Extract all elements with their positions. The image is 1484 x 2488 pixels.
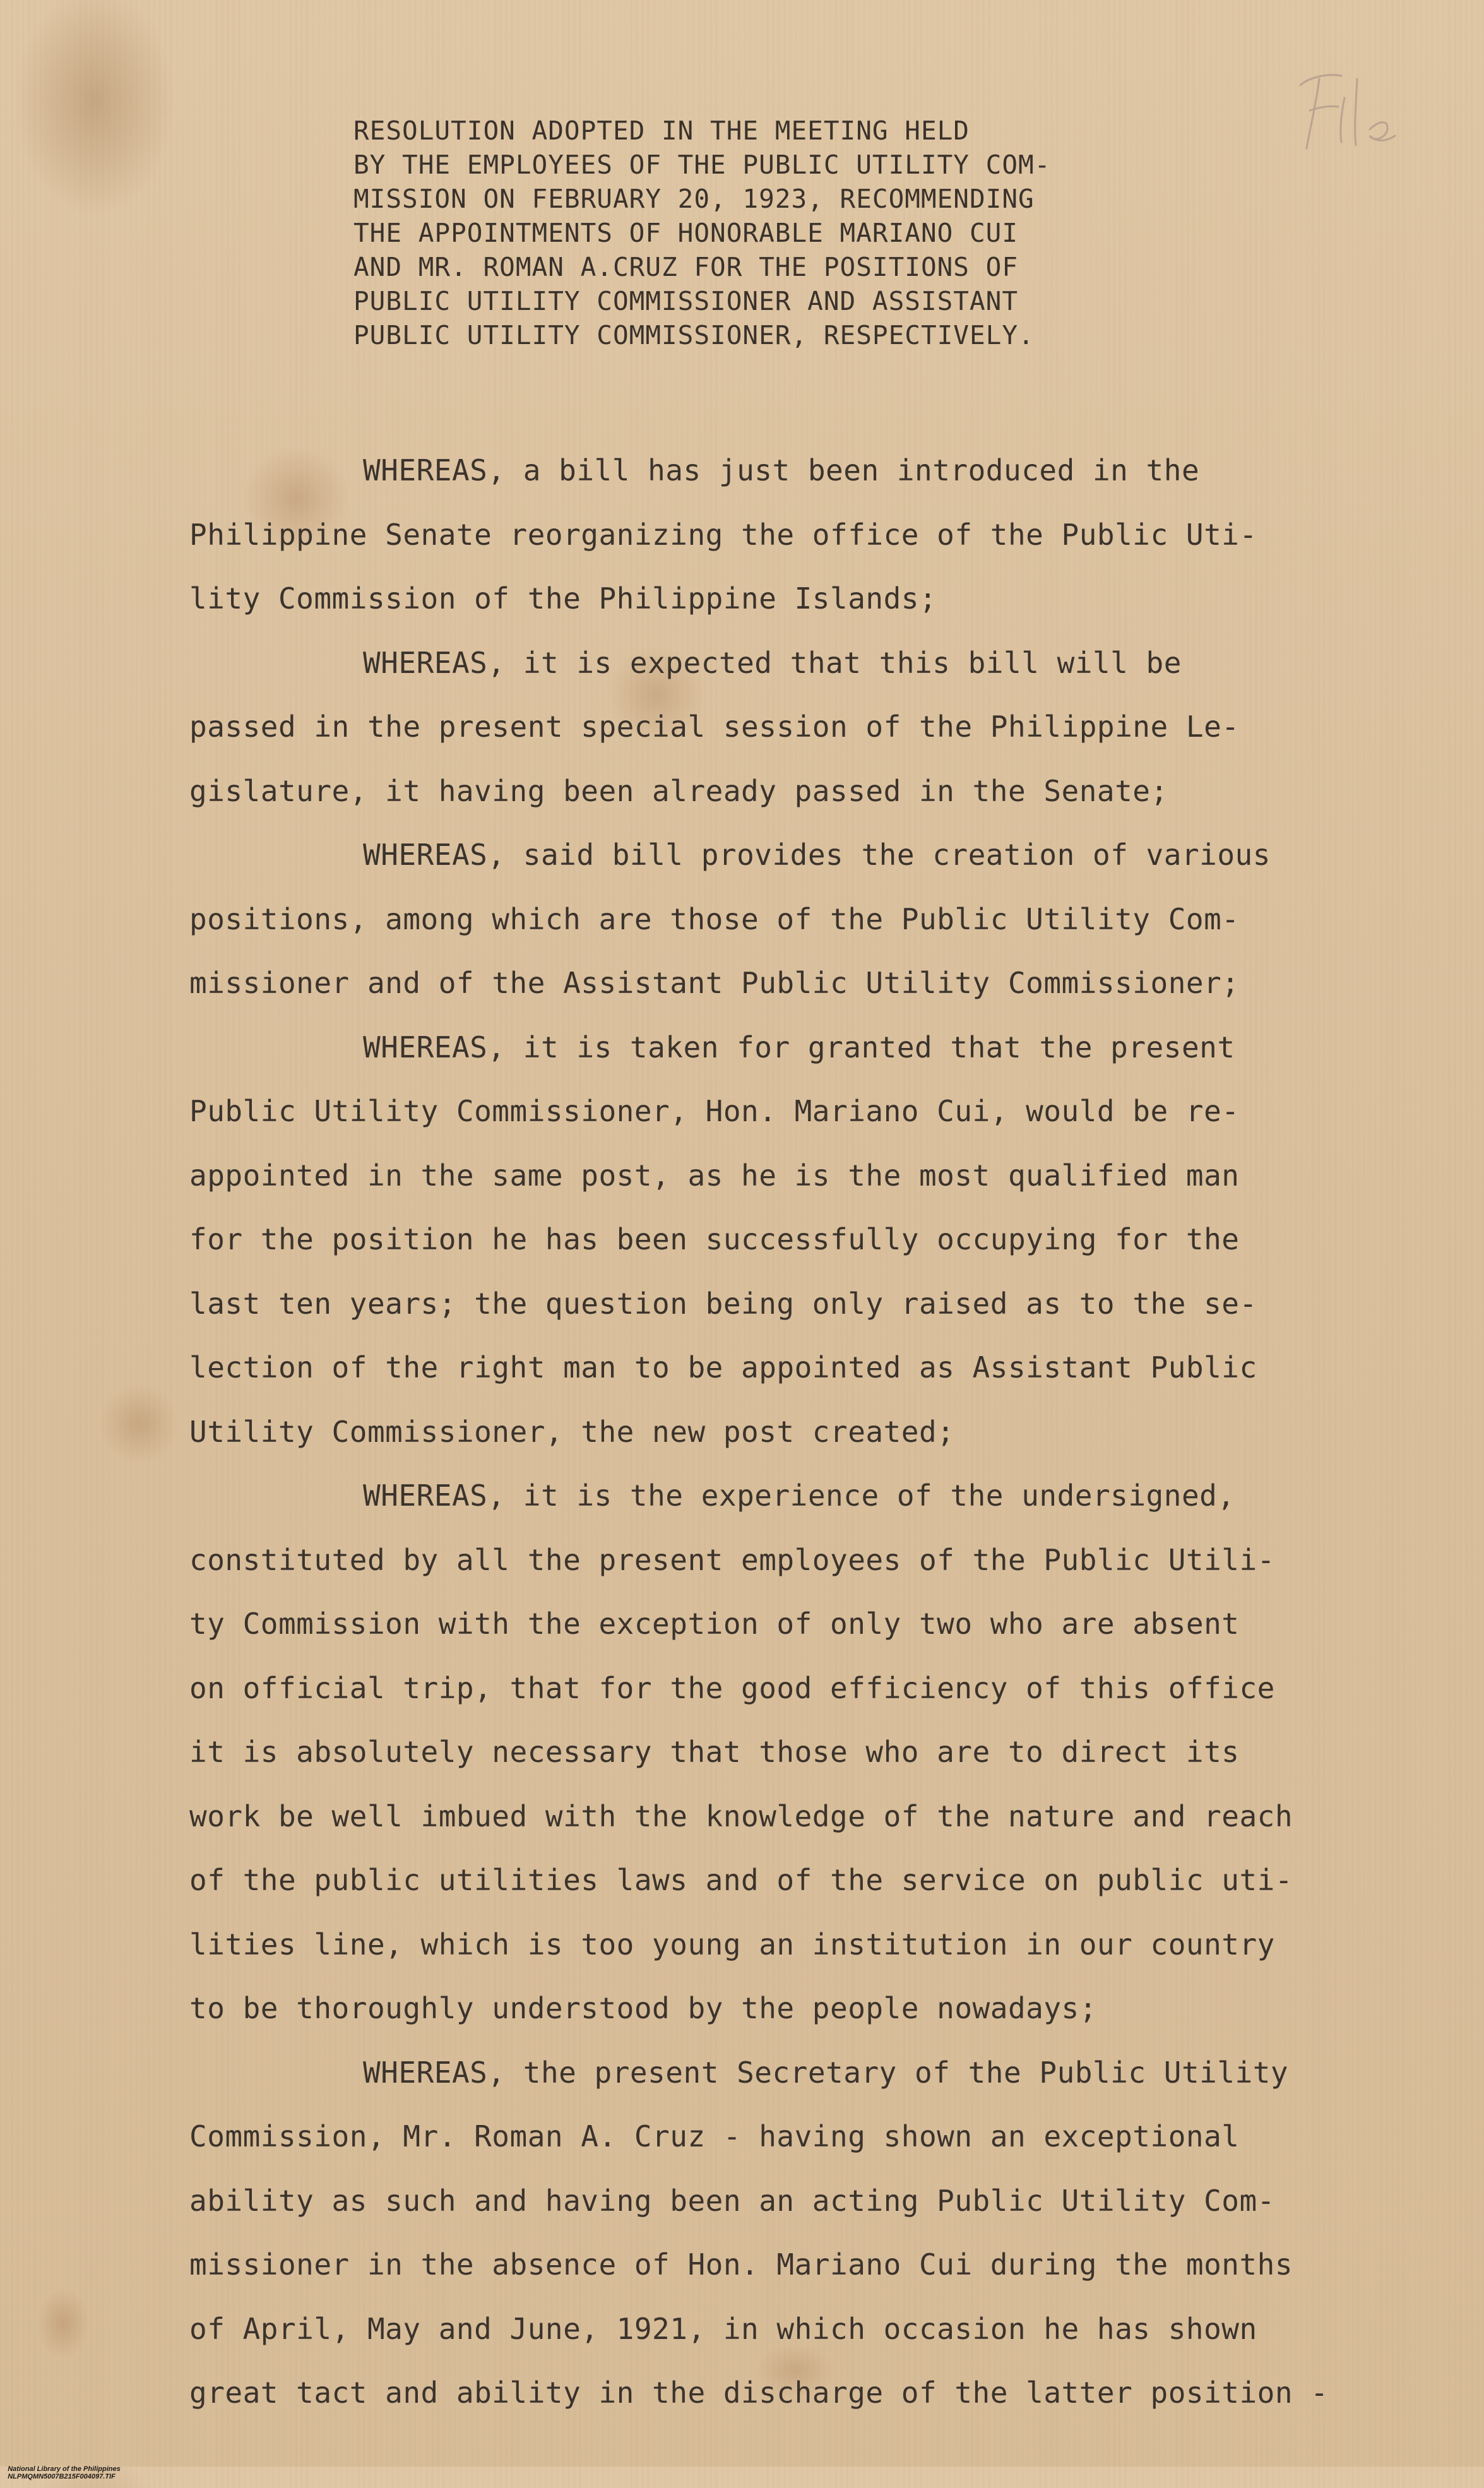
text-line: Public Utility Commissioner, Hon. Mariano Cui, would be re- <box>189 1094 1240 1128</box>
text-line: last ten years; the question being only raised as to the se- <box>189 1286 1257 1321</box>
text-line: WHEREAS, it is taken for granted that the present <box>363 1030 1235 1064</box>
text-line: lities line, which is too young an institution in our country <box>189 1927 1275 1961</box>
text-line: on official trip, that for the good efficiency of this office <box>189 1670 1275 1705</box>
text-line: appointed in the same post, as he is the most qualified man <box>189 1158 1240 1193</box>
title-line: THE APPOINTMENTS OF HONORABLE MARIANO CUI <box>353 218 1019 248</box>
library-credit: National Library of the Philippines <box>8 2465 121 2473</box>
text-line: ty Commission with the exception of only two who are absent <box>189 1607 1240 1641</box>
text-line: Philippine Senate reorganizing the office of the Public Uti- <box>189 517 1257 552</box>
text-line: passed in the present special session of the Philippine Le- <box>189 710 1240 744</box>
whereas-paragraph-3 <box>189 823 1389 1016</box>
title-line: BY THE EMPLOYEES OF THE PUBLIC UTILITY COM- <box>353 150 1051 180</box>
resolution-body <box>189 439 1389 2426</box>
text-line: missioner in the absence of Hon. Mariano Cui during the months <box>189 2247 1293 2282</box>
text-line: to be thoroughly understood by the people nowadays; <box>189 1991 1097 2025</box>
whereas-paragraph-4 <box>189 1016 1389 1465</box>
text-line: lity Commission of the Philippine Islands; <box>189 581 937 616</box>
whereas-paragraph-5 <box>189 1464 1389 2041</box>
text-line: WHEREAS, it is expected that this bill will be <box>363 645 1182 680</box>
text-line: WHEREAS, it is the experience of the undersigned, <box>363 1479 1235 1513</box>
text-line: work be well imbued with the knowledge of the nature and reach <box>189 1799 1293 1833</box>
title-line: PUBLIC UTILITY COMMISSIONER, RESPECTIVELY. <box>353 320 1035 350</box>
file-id: NLPMQMN5007B215F004097.TIF <box>8 2473 116 2480</box>
title-line: PUBLIC UTILITY COMMISSIONER AND ASSISTANT <box>353 286 1019 316</box>
text-line: Utility Commissioner, the new post created; <box>189 1414 955 1449</box>
title-line: MISSION ON FEBRUARY 20, 1923, RECOMMENDING <box>353 184 1035 214</box>
text-line: it is absolutely necessary that those who are to direct its <box>189 1735 1240 1769</box>
title-line: AND MR. ROMAN A.CRUZ FOR THE POSITIONS OF <box>353 252 1019 282</box>
scan-footer <box>0 2458 138 2488</box>
whereas-paragraph-1 <box>189 439 1389 631</box>
text-line: great tact and ability in the discharge of the latter position - <box>189 2376 1329 2410</box>
text-line: ability as such and having been an acting Public Utility Com- <box>189 2183 1275 2218</box>
text-line: of April, May and June, 1921, in which occasion he has shown <box>189 2311 1257 2346</box>
handwritten-file-note <box>1281 60 1408 155</box>
whereas-paragraph-6 <box>189 2041 1389 2426</box>
text-line: missioner and of the Assistant Public Utility Commissioner; <box>189 966 1240 1000</box>
text-line: constituted by all the present employees of the Public Utili- <box>189 1542 1275 1577</box>
resolution-title <box>353 114 1237 352</box>
whereas-paragraph-2 <box>189 631 1389 824</box>
text-line: WHEREAS, said bill provides the creation of various <box>363 838 1271 872</box>
text-line: lection of the right man to be appointed as Assistant Public <box>189 1350 1257 1384</box>
text-line: for the position he has been successfully occupying for the <box>189 1222 1240 1256</box>
text-line: gislature, it having been already passed in the Senate; <box>189 773 1168 808</box>
text-line: of the public utilities laws and of the service on public uti- <box>189 1863 1293 1897</box>
text-line: Commission, Mr. Roman A. Cruz - having shown an exceptional <box>189 2119 1240 2153</box>
text-line: WHEREAS, the present Secretary of the Public Utility <box>363 2055 1289 2090</box>
text-line: positions, among which are those of the Public Utility Com- <box>189 902 1240 936</box>
title-line: RESOLUTION ADOPTED IN THE MEETING HELD <box>353 116 970 146</box>
text-line: WHEREAS, a bill has just been introduced in the <box>363 453 1200 487</box>
